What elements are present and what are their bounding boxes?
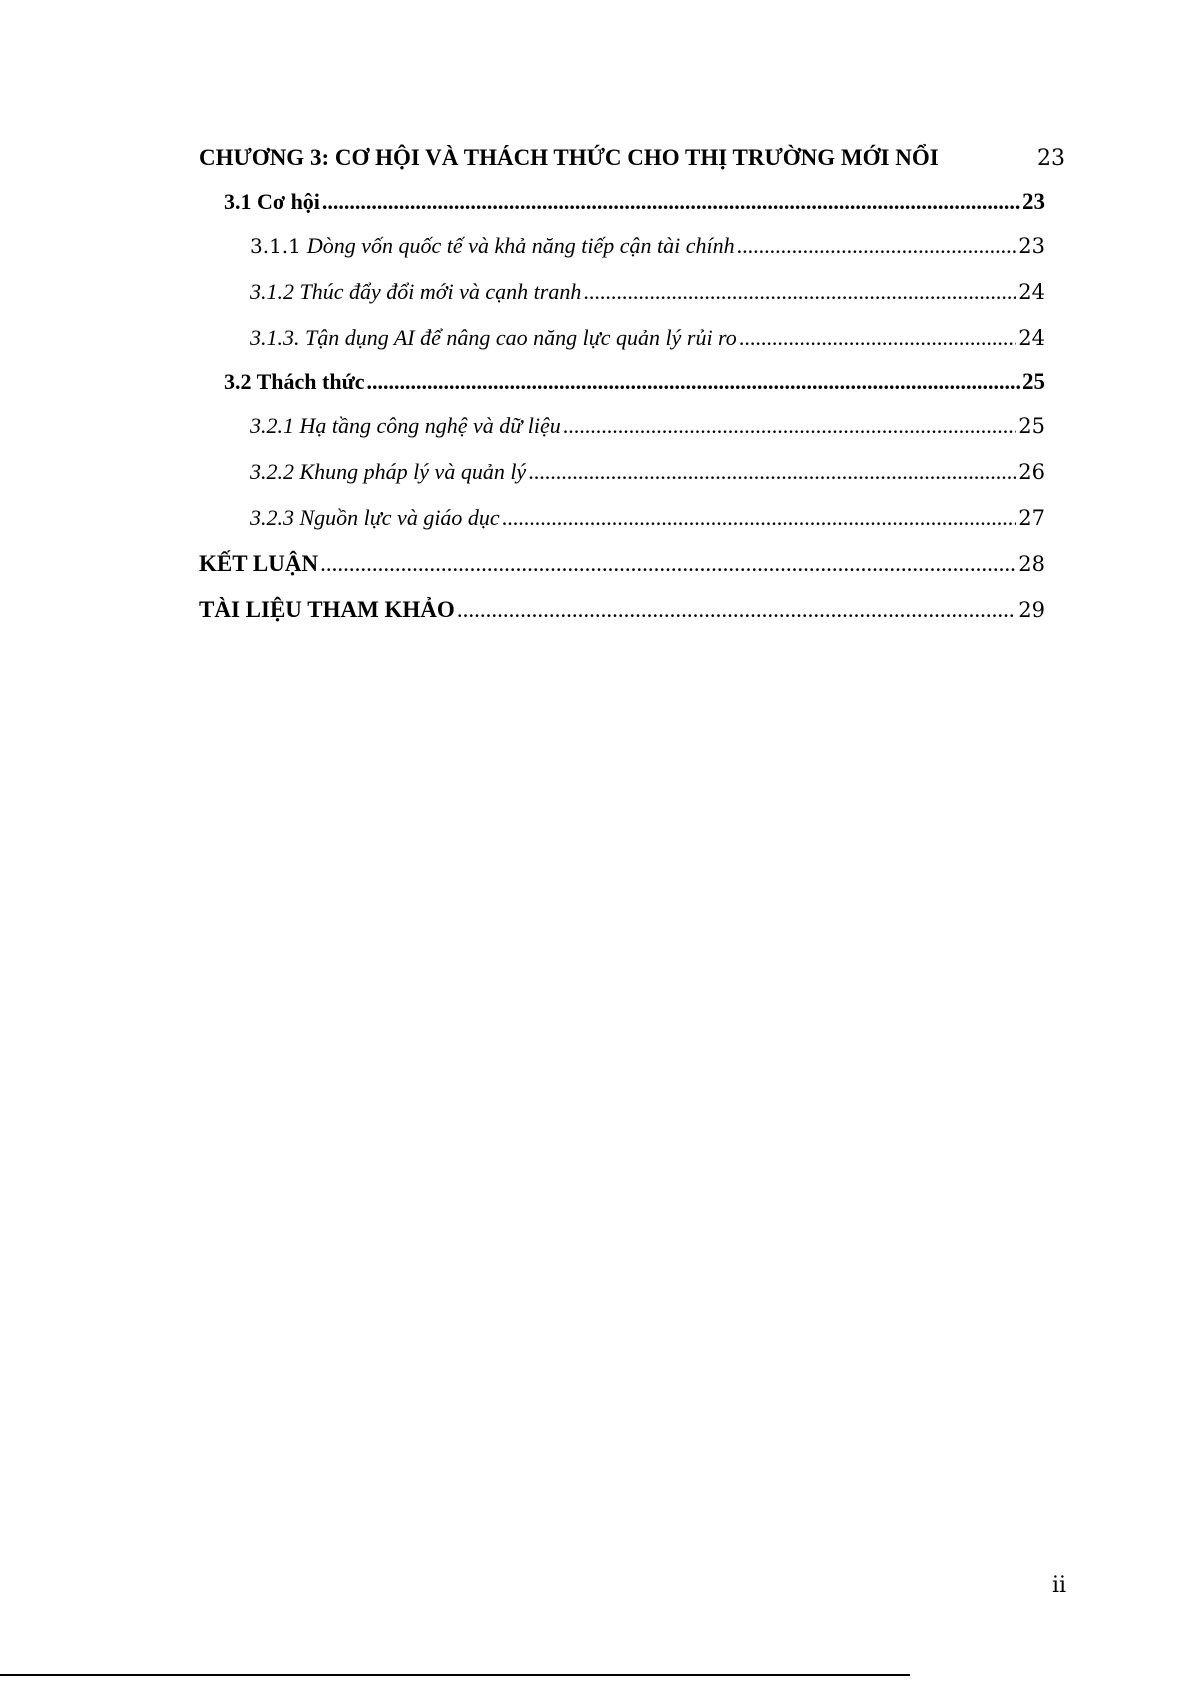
page-number: ii (1052, 1573, 1067, 1598)
toc-entry-label: 3.2 Thách thức (224, 369, 365, 394)
toc-entry-3-2-1[interactable] (199, 403, 1045, 449)
toc-entry-label: 3.2.3 Nguồn lực và giáo dục (250, 505, 500, 530)
toc-dot-leader (528, 459, 1016, 485)
toc-entry-label: 3.2.2 Khung pháp lý và quản lý (250, 459, 527, 484)
toc-dot-leader (367, 369, 1020, 395)
toc-entry-label: 3.1.3. Tận dụng AI để nâng cao năng lực quản lý rủi ro (250, 325, 737, 350)
toc-entry-page: 23 (1022, 189, 1045, 214)
toc-entry-label: Dòng vốn quốc tế và khả năng tiếp cận tài chính (306, 233, 735, 258)
toc-entry-page: 27 (1018, 506, 1045, 530)
toc-entry-page: 25 (1022, 369, 1045, 394)
toc-entry-3-1-2[interactable] (199, 269, 1045, 315)
toc-entry-page: 23 (1018, 234, 1045, 258)
toc-entry-3-1-1[interactable] (199, 223, 1045, 269)
toc-entry-3-2-3[interactable] (199, 495, 1045, 541)
toc-entry-page: 24 (1018, 280, 1045, 304)
toc-entry-label: 3.1.2 Thúc đẩy đổi mới và cạnh tranh (250, 279, 582, 304)
toc-dot-leader (739, 325, 1016, 351)
toc-dot-leader (322, 189, 1020, 215)
toc-dot-leader (737, 233, 1017, 259)
toc-entry-label: TÀI LIỆU THAM KHẢO (199, 597, 455, 622)
toc-entry-page: 25 (1018, 414, 1045, 438)
toc-dot-leader (502, 505, 1017, 531)
toc-entry-number: 3.1.1 (250, 234, 301, 258)
toc-entry-3-2-2[interactable] (199, 449, 1045, 495)
toc-entry-label: 3.2.1 Hạ tầng công nghệ và dữ liệu (250, 413, 561, 438)
toc-entry-3-1[interactable] (199, 181, 1045, 223)
toc-entry-label: KẾT LUẬN (199, 551, 319, 576)
toc-dot-leader (457, 597, 1016, 623)
table-of-contents (199, 135, 1065, 633)
toc-entry-3-1-3[interactable] (199, 315, 1045, 361)
toc-entry-page: 26 (1018, 460, 1045, 484)
toc-entry-label: 3.1 Cơ hội (224, 189, 320, 214)
toc-entry-page: 29 (1018, 598, 1045, 622)
toc-entry-label: CHƯƠNG 3: CƠ HỘI VÀ THÁCH THỨC CHO THỊ TRƯỜNG MỚI NỔI (199, 145, 939, 170)
toc-entry-3-2[interactable] (199, 361, 1045, 403)
toc-dot-leader (563, 413, 1016, 439)
toc-entry-page: 24 (1018, 326, 1045, 350)
toc-entry-page: 23 (1037, 145, 1065, 171)
toc-dot-leader (583, 279, 1016, 305)
toc-dot-leader (320, 551, 1016, 577)
toc-entry-chapter-3[interactable] (199, 135, 1065, 181)
footer-rule (0, 1674, 910, 1676)
toc-entry-ket-luan[interactable] (199, 541, 1045, 587)
toc-entry-tai-lieu-tham-khao[interactable] (199, 587, 1045, 633)
toc-entry-page: 28 (1018, 552, 1045, 576)
